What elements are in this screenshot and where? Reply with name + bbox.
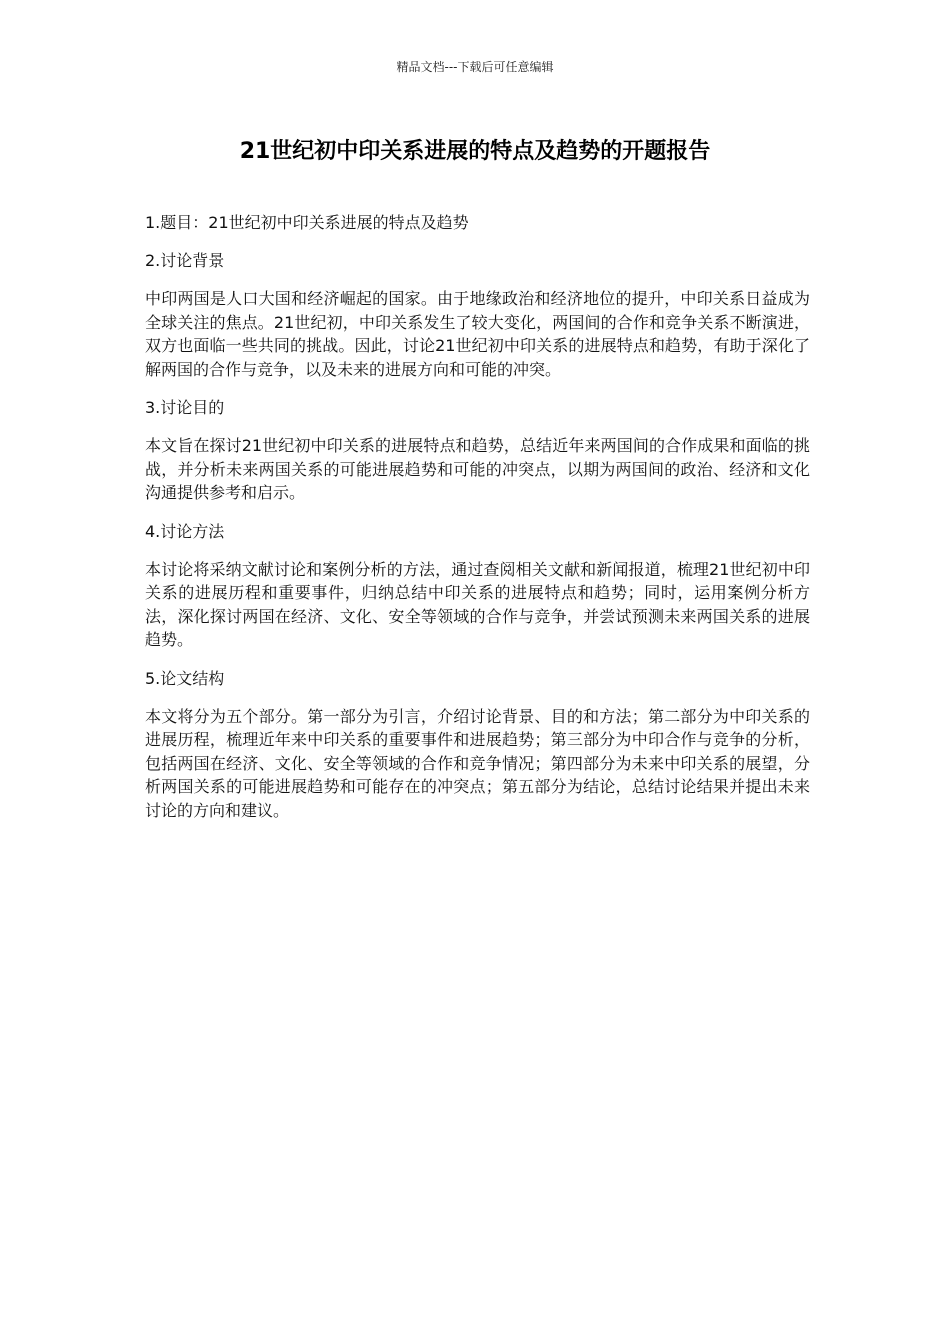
header-note: 精品文档---下载后可任意编辑 — [396, 60, 554, 74]
section-body-structure: 本文将分为五个部分。第一部分为引言，介绍讨论背景、目的和方法；第二部分为中印关系的进展历程，梳理近年来中印关系的重要事件和进展趋势；第三部分为中印合作与竞争的分析，包括两国在经济、文化、安全等领域的合作和竞争情况；第四部分为未来中印关系的展望，分析两国关系的可能进展趋势和可能存在的冲突点；第五部分为结论，总结讨论结果并提出未来讨论的方向和建议。 — [145, 706, 810, 820]
section-heading-purpose: 3.讨论目的 — [145, 398, 225, 417]
section-heading-background: 2.讨论背景 — [145, 251, 225, 270]
section-heading-topic: 1.题目：21世纪初中印关系进展的特点及趋势 — [145, 213, 469, 232]
section-body-method: 本讨论将采纳文献讨论和案例分析的方法，通过查阅相关文献和新闻报道，梳理21世纪初中印关系的进展历程和重要事件，归纳总结中印关系的进展特点和趋势；同时，运用案例分析方法，深化探讨两国在经济、文化、安全等领域的合作与竞争，并尝试预测未来两国关系的进展趋势。 — [145, 559, 810, 649]
section-heading-method: 4.讨论方法 — [145, 521, 225, 541]
section-body-background: 中印两国是人口大国和经济崛起的国家。由于地缘政治和经济地位的提升，中印关系日益成为全球关注的焦点。21世纪初，中印关系发生了较大变化，两国间的合作和竞争关系不断演进，双方也面临一些共同的挑战。因此，讨论21世纪初中印关系的进展特点和趋势，有助于深化了解两国的合作与竞争，以及未来的进展方向和可能的冲突。 — [145, 289, 810, 379]
document-title: 21世纪初中印关系进展的特点及趋势的开题报告 — [239, 139, 711, 164]
section-body-purpose: 本文旨在探讨21世纪初中印关系的进展特点和趋势，总结近年来两国间的合作成果和面临的挑战，并分析未来两国关系的可能进展趋势和可能的冲突点，以期为两国间的政治、经济和文化沟通提供参考和启示。 — [145, 436, 810, 502]
section-heading-structure: 5.论文结构 — [145, 668, 225, 688]
document-body — [145, 211, 810, 837]
